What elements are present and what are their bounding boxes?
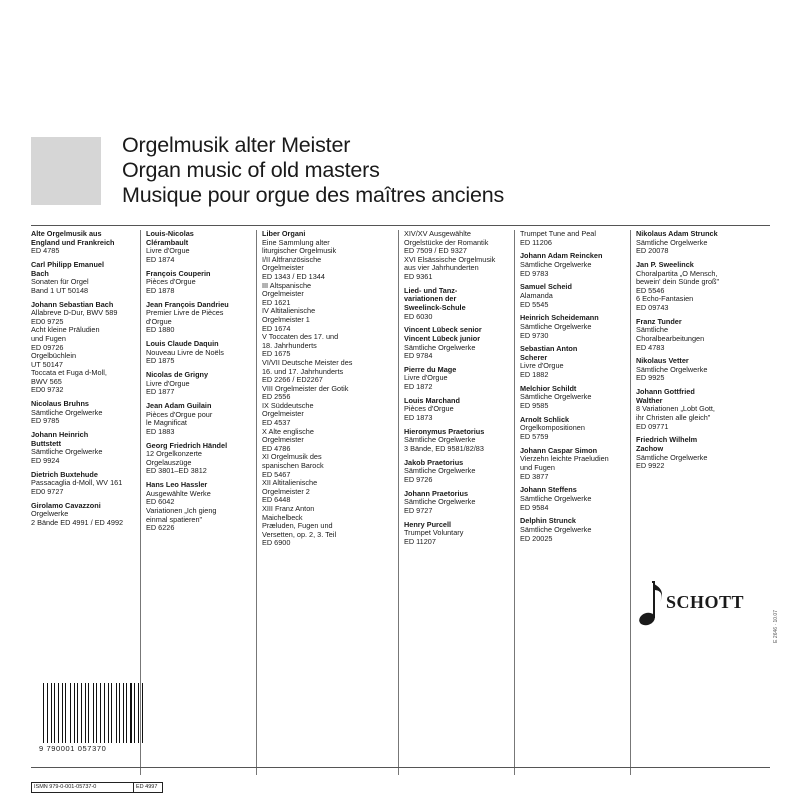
work-line: ED 1675: [262, 349, 291, 359]
catalog-entry: [146, 481, 229, 533]
side-code: E 2646 · 10.07: [773, 610, 779, 643]
work-line: ED 1883: [146, 426, 175, 436]
catalog-entry: [520, 314, 609, 340]
work-line: ED 9785: [31, 416, 60, 426]
barcode-bar: [54, 683, 55, 743]
work-line: 2 Bände ED 4991 / ED 4992: [31, 517, 124, 527]
schott-logo: [638, 580, 758, 640]
work-line: Orgelmeister: [262, 435, 304, 445]
work-line: Nouveau Livre de Noëls: [146, 347, 224, 357]
work-line: V Toccaten des 17. und: [262, 332, 339, 342]
barcode-bar: [64, 683, 65, 743]
ismn-strip: [31, 782, 163, 793]
work-line: ED 4537: [262, 418, 291, 428]
composer-name: Franz Tunder: [636, 316, 682, 326]
schott-note-icon: [638, 580, 668, 630]
work-line: Pièces d'Orgue: [404, 404, 454, 414]
work-line: ED 4783: [636, 342, 665, 352]
work-line: ED 5546: [636, 285, 665, 295]
work-line: Maichelbeck: [262, 512, 303, 522]
composer-name: England und Frankreich: [31, 237, 115, 247]
schott-wordmark: SCHOTT: [666, 592, 745, 612]
work-line: Orgelauszüge: [146, 457, 192, 467]
barcode-bar: [104, 683, 105, 743]
work-line: Orgelmeister 1: [262, 314, 310, 324]
catalog-entry: [31, 431, 123, 465]
work-line: ED 20025: [520, 533, 553, 543]
composer-name: Nikolaus Adam Strunck: [636, 229, 718, 238]
column-divider: [398, 230, 399, 775]
work-line: 18. Jahrhunderts: [262, 340, 317, 350]
work-line: Sonaten für Orgel: [31, 277, 89, 287]
composer-name: Sweelinck-Schule: [404, 302, 466, 312]
work-line: und Fugen: [31, 333, 66, 343]
work-line: Præluden, Fugen und: [262, 521, 333, 531]
catalog-entry: [404, 366, 495, 392]
composer-name: Arnolt Schlick: [520, 414, 570, 424]
work-line: Pièces d'Orgue pour: [146, 409, 213, 419]
catalog-entry: [146, 371, 229, 397]
work-line: ED 5467: [262, 469, 291, 479]
work-line: III Altspanische: [262, 280, 312, 290]
work-line: spanischen Barock: [262, 461, 324, 471]
work-line: ED 1882: [520, 370, 549, 380]
column-divider: [514, 230, 515, 775]
catalog-column-2: [146, 230, 229, 538]
barcode-bar: [85, 683, 86, 743]
work-line: ED 9361: [404, 271, 433, 281]
work-line: ED 11207: [404, 536, 436, 546]
composer-name: Scherer: [520, 352, 548, 362]
column-divider: [256, 230, 257, 775]
grey-color-block: [31, 137, 101, 205]
barcode-bar: [126, 683, 127, 743]
catalog-entry: [31, 230, 123, 256]
catalog-entry: [520, 416, 609, 442]
catalog-entry: [520, 447, 609, 481]
work-line: ED 3877: [520, 471, 549, 481]
work-line: ED 1875: [146, 356, 175, 366]
composer-name: Delphin Strunck: [520, 516, 576, 526]
barcode-bar: [68, 683, 69, 743]
work-line: IV Altitalienische: [262, 306, 316, 316]
catalog-entry: [404, 521, 495, 547]
catalog-entry: [146, 270, 229, 296]
composer-name: Friedrich Wilhelm: [636, 435, 698, 445]
catalog-entry: [520, 486, 609, 512]
composer-name: Jean François Dandrieu: [146, 299, 229, 309]
catalog-entry: [146, 442, 229, 476]
catalog-entry: [636, 436, 719, 470]
work-line: Acht kleine Präludien: [31, 325, 100, 335]
work-line: Trumpet Voluntary: [404, 528, 464, 538]
work-line: VI/VII Deutsche Meister des: [262, 357, 353, 367]
work-line: ED 9726: [404, 474, 433, 484]
work-line: ED 5759: [520, 432, 549, 441]
work-line: XIV/XV Ausgewählte: [404, 229, 471, 238]
work-line: Livre d'Orgue: [146, 246, 190, 256]
composer-name: Jakob Praetorius: [404, 457, 464, 467]
work-line: ED 1877: [146, 387, 175, 397]
work-line: ED 3801–ED 3812: [146, 466, 207, 476]
work-line: Choralpartita „O Mensch,: [636, 268, 718, 278]
composer-name: Clérambault: [146, 237, 189, 247]
composer-name: Johann Gottfried: [636, 387, 695, 397]
composer-name: Heinrich Scheidemann: [520, 313, 599, 323]
composer-name: Nicolaus Bruhns: [31, 399, 89, 409]
work-line: Versetten, op. 2, 3. Teil: [262, 529, 337, 539]
work-line: Sämtliche Orgelwerke: [31, 407, 103, 417]
catalog-entry: [146, 230, 229, 264]
work-line: Sämtliche Orgelwerke: [31, 447, 103, 457]
barcode: [31, 680, 151, 764]
composer-name: Zachow: [636, 444, 664, 453]
work-line: 12 Orgelkonzerte: [146, 449, 202, 459]
work-line: Band 1 UT 50148: [31, 285, 89, 295]
work-line: Sämtliche Orgelwerke: [520, 259, 592, 269]
barcode-bar: [79, 683, 80, 743]
catalog-entry: [404, 459, 495, 485]
catalog-title: [122, 133, 504, 208]
work-line: Livre d'Orgue: [404, 373, 448, 383]
title-english: Organ music of old masters: [122, 158, 380, 182]
catalog-entry: [146, 402, 229, 436]
work-line: ED 20078: [636, 246, 669, 256]
work-line: le Magnificat: [146, 418, 187, 428]
work-line: ED 09743: [636, 302, 669, 312]
catalog-entry: [31, 471, 123, 497]
work-line: ED 9585: [520, 401, 549, 411]
work-line: ED 9783: [520, 268, 549, 278]
work-line: Orgelmeister: [262, 409, 304, 419]
catalog-entry: [520, 517, 609, 543]
composer-name: Walther: [636, 395, 663, 405]
barcode-bar: [111, 683, 112, 743]
bottom-rule: [31, 767, 770, 768]
barcode-bar: [98, 683, 99, 743]
work-line: einmal spatieren": [146, 514, 203, 524]
composer-name: Alte Orgelmusik aus: [31, 229, 102, 238]
work-line: XII Altitalienische: [262, 478, 318, 488]
catalog-column-3: [262, 230, 352, 553]
composer-name: Johann Praetorius: [404, 488, 469, 498]
composer-name: Carl Philipp Emanuel: [31, 259, 104, 269]
work-line: ED 2556: [262, 392, 291, 402]
barcode-bar: [96, 683, 97, 743]
work-line: Variationen „Ich gieng: [146, 505, 217, 515]
composer-name: Jean Adam Guilain: [146, 401, 212, 411]
barcode-bar: [48, 683, 49, 743]
composer-name: Vincent Lübeck junior: [404, 333, 481, 343]
catalog-entry: [636, 318, 719, 352]
work-line: ED 1343 / ED 1344: [262, 271, 325, 281]
work-line: ED 2266 / ED2267: [262, 375, 323, 385]
work-line: Orgelmeister: [262, 289, 304, 299]
composer-name: Henry Purcell: [404, 519, 452, 529]
title-german: Orgelmusik alter Meister: [122, 133, 351, 157]
catalog-entry: [636, 357, 719, 383]
composer-name: Johann Sebastian Bach: [31, 299, 114, 309]
work-line: 6 Echo-Fantasien: [636, 294, 694, 304]
work-line: ED0 9727: [31, 486, 64, 496]
barcode-bars: [43, 683, 143, 743]
work-line: ED 9924: [31, 456, 60, 465]
work-line: IX Süddeutsche: [262, 400, 314, 410]
composer-name: François Couperin: [146, 268, 211, 278]
work-line: XI Orgelmusik des: [262, 452, 322, 462]
catalog-entry: [520, 230, 609, 247]
work-line: Sämtliche Orgelwerke: [520, 493, 592, 503]
catalog-entry: [404, 326, 495, 360]
work-line: Vierzehn leichte Praeludien: [520, 454, 609, 464]
work-line: Sämtliche Orgelwerke: [520, 392, 592, 402]
catalog-entry: [636, 230, 719, 256]
work-line: ED0 9725: [31, 316, 64, 326]
work-line: Sämtliche: [636, 325, 669, 335]
catalog-entry: [404, 287, 495, 321]
work-line: BWV 565: [31, 376, 62, 386]
composer-name: variationen der: [404, 294, 457, 304]
work-line: 3 Bände, ED 9581/82/83: [404, 444, 484, 453]
catalog-entry: [404, 230, 495, 282]
barcode-bar: [58, 683, 59, 743]
work-line: Orgelmeister 2: [262, 486, 310, 496]
work-line: ED 09771: [636, 421, 669, 431]
work-line: d'Orgue: [146, 316, 172, 326]
catalog-entry: [520, 385, 609, 411]
barcode-bar: [121, 683, 122, 743]
column-divider: [630, 230, 631, 775]
catalog-column-4: [404, 230, 495, 552]
work-line: Sämtliche Orgelwerke: [520, 321, 592, 331]
composer-name: Pierre du Mage: [404, 364, 457, 374]
work-line: ED 6042: [146, 497, 175, 507]
work-line: ED 9922: [636, 461, 665, 471]
work-line: Orgelbüchlein: [31, 351, 77, 361]
barcode-bar: [130, 683, 131, 743]
work-line: Livre d'Orgue: [146, 378, 190, 388]
composer-name: Vincent Lübeck senior: [404, 325, 482, 335]
catalog-column-6: [636, 230, 719, 476]
work-line: ED 1873: [404, 413, 433, 423]
work-line: VIII Orgelmeister der Gotik: [262, 383, 349, 393]
catalog-entry: [520, 252, 609, 278]
barcode-bar: [77, 683, 78, 743]
work-line: XIII Franz Anton: [262, 504, 315, 513]
barcode-digits: 9 790001 057370: [39, 744, 107, 753]
composer-name: Liber Organi: [262, 229, 306, 238]
work-line: ihr Christen alle gleich": [636, 413, 711, 423]
composer-name: Johann Heinrich: [31, 430, 89, 440]
work-line: liturgischer Orgelmusik: [262, 246, 337, 256]
catalog-entry: [146, 340, 229, 366]
work-line: ED 9730: [520, 330, 549, 340]
top-rule: [31, 225, 770, 226]
work-line: 8 Variationen „Lobt Gott,: [636, 404, 715, 414]
work-line: Sämtliche Orgelwerke: [636, 364, 708, 374]
work-line: ED 1674: [262, 323, 291, 333]
ismn-number: ISMN 979-0-001-05737-0: [34, 784, 97, 790]
barcode-bar: [138, 683, 139, 743]
work-line: ED 1872: [404, 382, 433, 392]
catalog-entry: [31, 400, 123, 426]
work-line: Sämtliche Orgelwerke: [520, 524, 592, 534]
composer-name: Johann Steffens: [520, 485, 577, 495]
work-line: Orgelmeister: [262, 263, 304, 273]
work-line: Alamanda: [520, 290, 553, 300]
work-line: ED 1878: [146, 285, 175, 295]
composer-name: Dietrich Buxtehude: [31, 469, 98, 479]
work-line: Allabreve D-Dur, BWV 589: [31, 308, 118, 318]
composer-name: Buttstett: [31, 438, 61, 448]
composer-name: Louis Marchand: [404, 395, 460, 405]
work-line: Trumpet Tune and Peal: [520, 229, 596, 238]
work-line: ED 5545: [520, 299, 549, 309]
composer-name: Louis Claude Daquin: [146, 339, 219, 349]
title-french: Musique pour orgue des maîtres anciens: [122, 183, 505, 207]
catalog-entry: [636, 388, 719, 431]
work-line: UT 50147: [31, 359, 63, 369]
catalog-column-1: [31, 230, 123, 533]
work-line: ED 11206: [520, 237, 552, 247]
composer-name: Nikolaus Vetter: [636, 356, 689, 366]
composer-name: Sebastian Anton: [520, 344, 578, 354]
composer-name: Bach: [31, 268, 49, 278]
work-line: aus vier Jahrhunderten: [404, 263, 479, 273]
catalog-entry: [520, 283, 609, 309]
work-line: Sämtliche Orgelwerke: [404, 497, 476, 507]
work-line: Orgelwerke: [31, 509, 69, 519]
work-line: Eine Sammlung alter: [262, 237, 330, 247]
work-line: bewein' dein Sünde groß": [636, 277, 720, 287]
work-line: XVI Elsässische Orgelmusik: [404, 254, 496, 264]
work-line: 16. und 17. Jahrhunderts: [262, 366, 344, 376]
work-line: Premier Livre de Pièces: [146, 308, 224, 318]
catalog-entry: [262, 230, 352, 548]
work-line: ED 6030: [404, 311, 433, 321]
work-line: X Alte englische: [262, 426, 314, 436]
work-line: Passacaglia d-Moll, WV 161: [31, 478, 123, 488]
work-line: ED0 9732: [31, 385, 64, 395]
catalog-entry: [404, 428, 495, 454]
work-line: ED 09726: [31, 342, 64, 352]
catalog-entry: [31, 261, 123, 295]
barcode-bar: [114, 683, 115, 743]
composer-name: Lied- und Tanz-: [404, 285, 458, 295]
work-line: Choralbearbeitungen: [636, 333, 705, 343]
work-line: ED 6226: [146, 523, 175, 533]
catalog-entry: [636, 261, 719, 313]
work-line: ED 7509 / ED 9327: [404, 246, 467, 256]
composer-name: Johann Caspar Simon: [520, 445, 598, 455]
composer-name: Melchior Schildt: [520, 383, 577, 393]
work-line: Livre d'Orgue: [520, 361, 564, 371]
catalog-entry: [404, 490, 495, 516]
composer-name: Girolamo Cavazzoni: [31, 500, 101, 510]
work-line: Sämtliche Orgelwerke: [636, 237, 708, 247]
work-line: ED 9727: [404, 505, 433, 515]
composer-name: Nicolas de Grigny: [146, 370, 209, 380]
catalog-entry: [520, 345, 609, 379]
catalog-entry: [31, 301, 123, 396]
work-line: ED 4785: [31, 246, 60, 256]
work-line: Ausgewählte Werke: [146, 488, 211, 498]
barcode-bar: [70, 683, 71, 743]
work-line: Orgelkompositionen: [520, 423, 585, 433]
work-line: I/II Altfranzösische: [262, 254, 322, 264]
work-line: ED 6448: [262, 495, 291, 505]
work-line: Pièces d'Orgue: [146, 277, 196, 287]
work-line: ED 1621: [262, 297, 291, 307]
catalog-entry: [31, 502, 123, 528]
work-line: ED 9925: [636, 373, 665, 383]
work-line: Sämtliche Orgelwerke: [404, 435, 476, 445]
composer-name: Louis-Nicolas: [146, 229, 194, 238]
work-line: ED 1874: [146, 254, 175, 264]
composer-name: Samuel Scheid: [520, 282, 572, 292]
work-line: ED 1880: [146, 325, 175, 335]
composer-name: Jan P. Sweelinck: [636, 259, 694, 269]
catalog-entry: [404, 397, 495, 423]
work-line: ED 9584: [520, 502, 549, 512]
work-line: und Fugen: [520, 462, 555, 472]
work-line: ED 4786: [262, 443, 291, 453]
catalog-column-5: [520, 230, 609, 548]
work-line: Toccata et Fuga d-Moll,: [31, 368, 107, 378]
work-line: Sämtliche Orgelwerke: [636, 452, 708, 462]
work-line: Orgelstücke der Romantik: [404, 237, 489, 247]
composer-name: Hieronymus Praetorius: [404, 426, 485, 436]
work-line: Sämtliche Orgelwerke: [404, 466, 476, 476]
composer-name: Johann Adam Reincken: [520, 251, 603, 261]
catalog-entry: [146, 301, 229, 335]
composer-name: Hans Leo Hassler: [146, 480, 208, 490]
edition-number: ED 4997: [133, 783, 162, 792]
work-line: ED 9784: [404, 351, 433, 361]
work-line: Sämtliche Orgelwerke: [404, 342, 476, 352]
composer-name: Georg Friedrich Händel: [146, 440, 228, 450]
work-line: ED 6900: [262, 538, 291, 548]
barcode-bar: [91, 683, 92, 743]
